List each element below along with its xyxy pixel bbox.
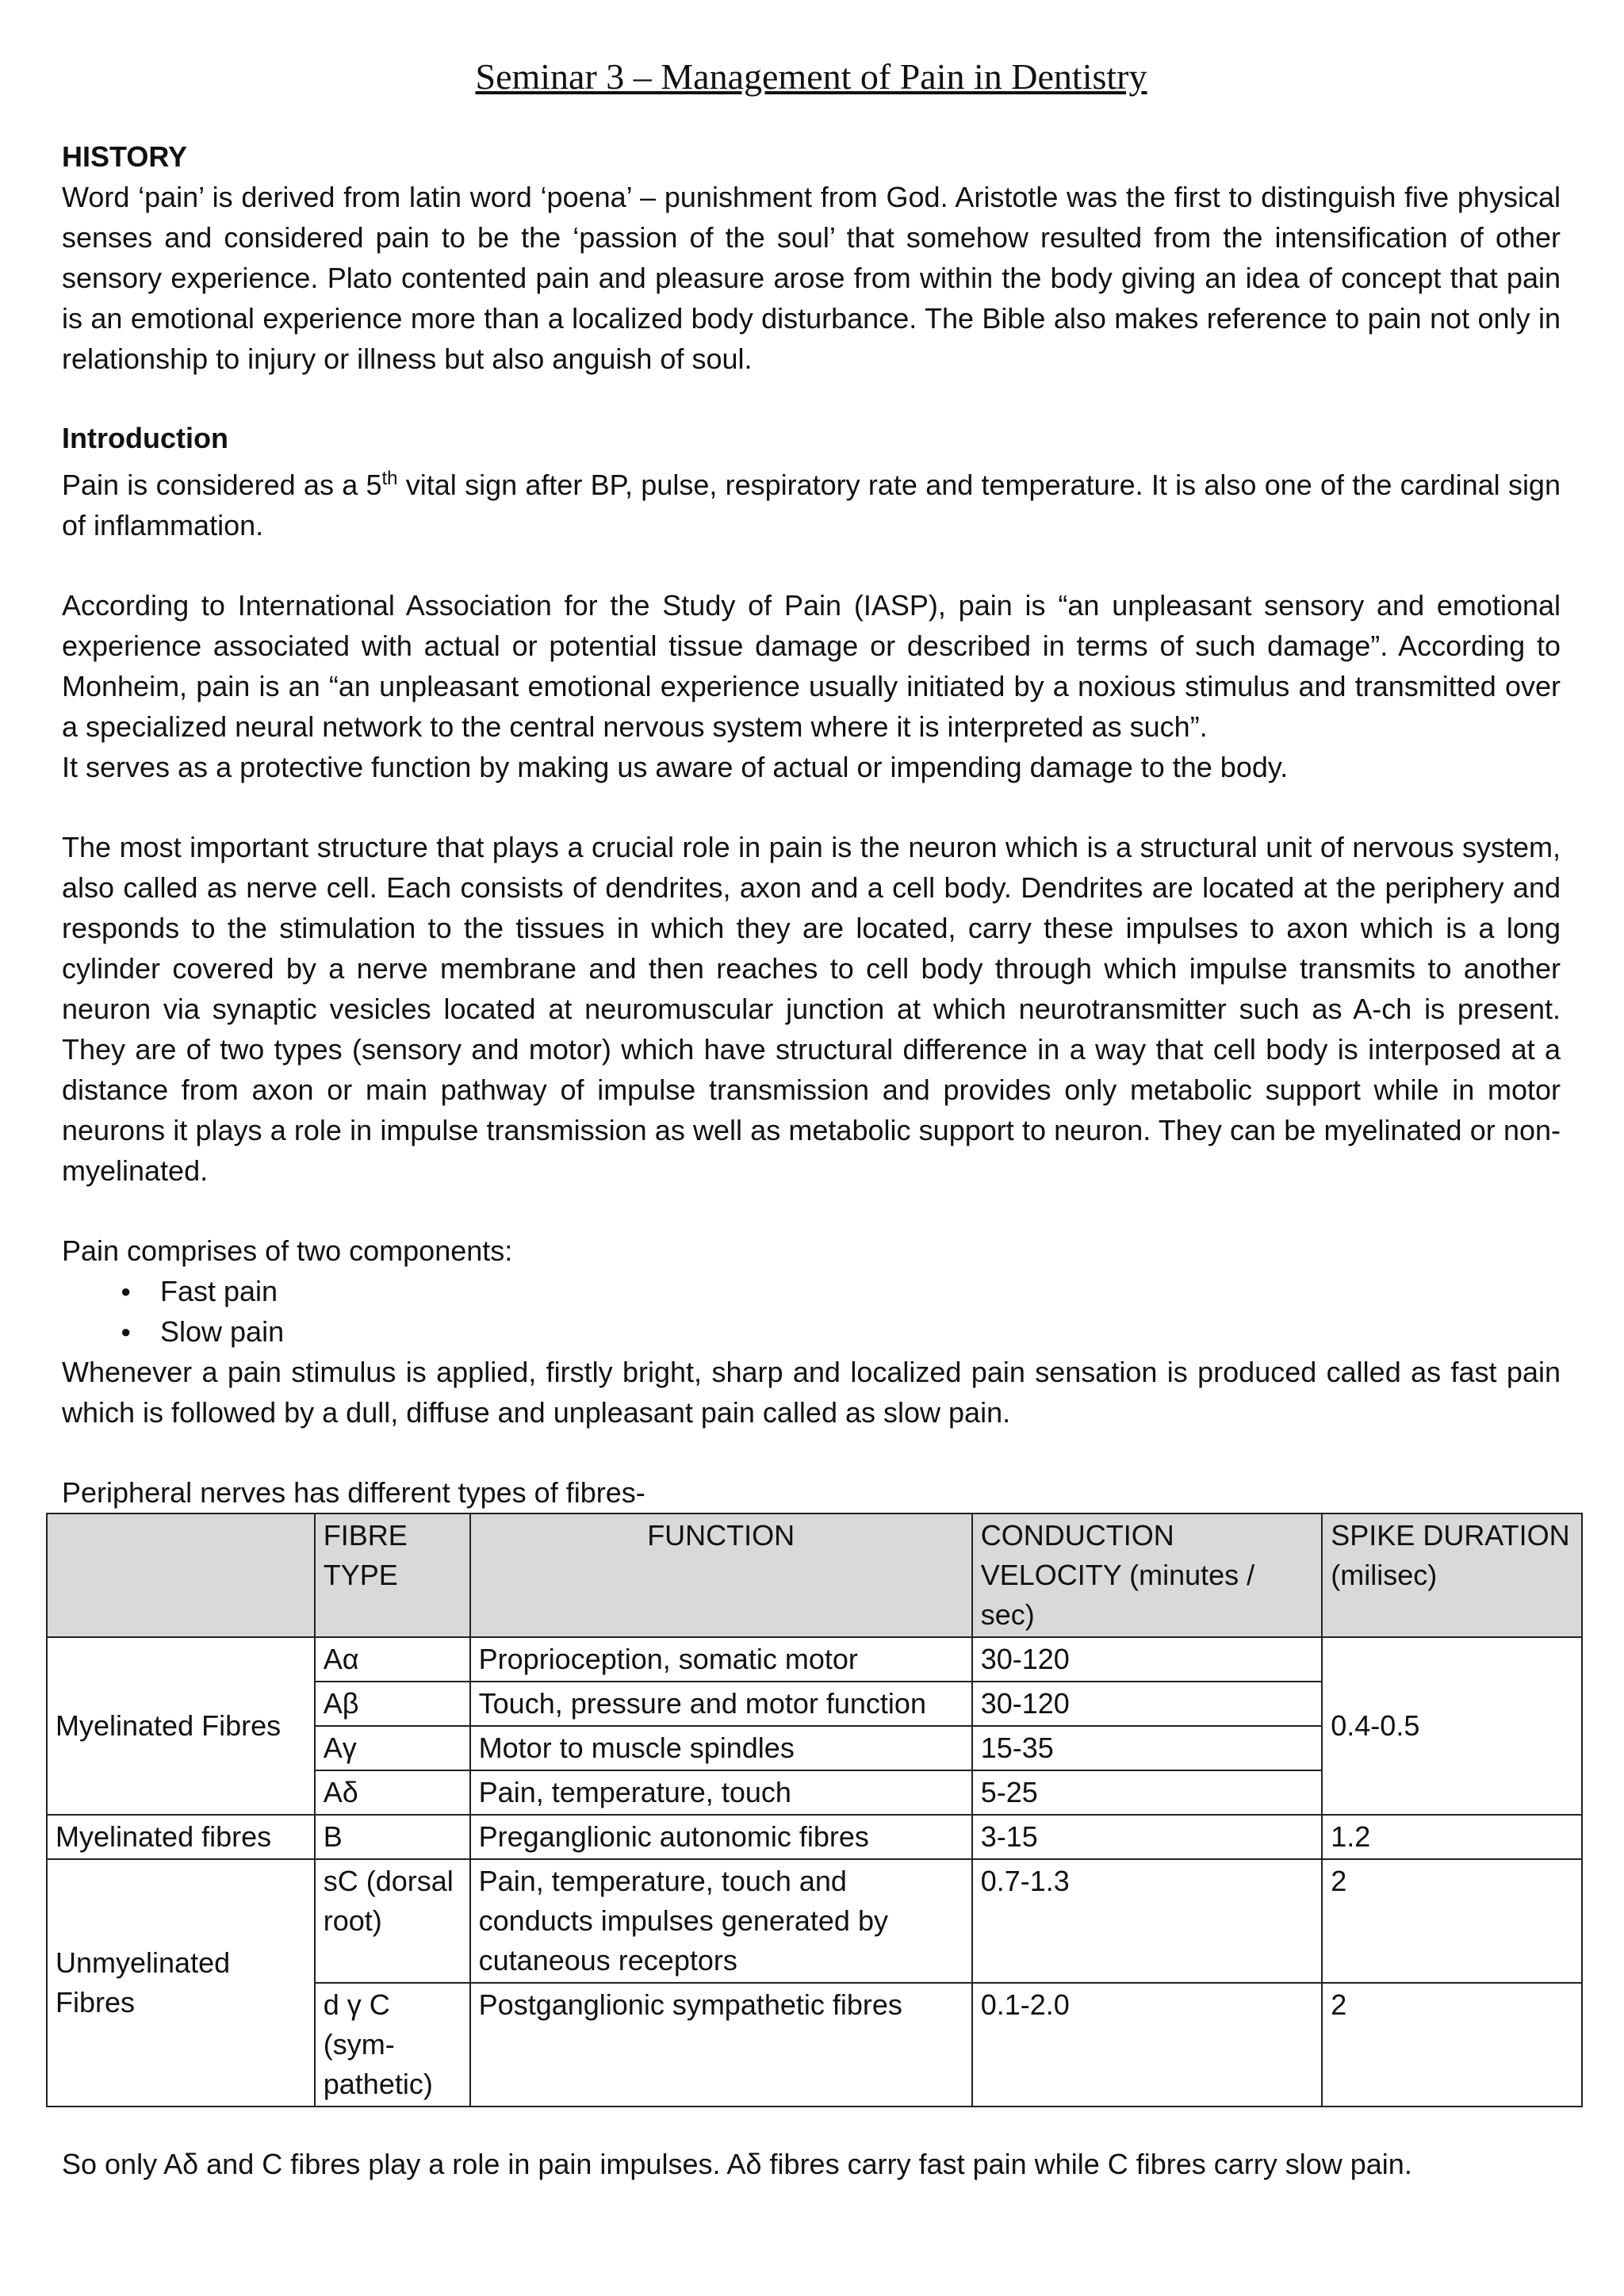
intro-paragraph-1 [62,458,1561,545]
group-unmyelinated: Unmyelinated Fibres [47,1859,315,2107]
header-function: FUNCTION [470,1513,972,1637]
cell-spike-myelinated: 0.4-0.5 [1322,1637,1582,1815]
table-caption: Peripheral nerves has different types of fibres- [62,1476,645,1509]
cell-velocity: 3-15 [972,1815,1323,1859]
intro-paragraph-3: It serves as a protective function by making us aware of actual or impending damage to the body. [62,751,1289,783]
cell-velocity: 0.1-2.0 [972,1983,1323,2107]
cell-velocity: 30-120 [972,1682,1323,1726]
cell-function: Preganglionic autonomic fibres [470,1815,972,1859]
components-description: Whenever a pain stimulus is applied, firstly bright, sharp and localized pain sensation is produced called as fast pain which is followed by a dull, diffuse and unpleasant pain called as slow pain. [62,1356,1561,1429]
table-row [47,1637,1582,1682]
header-velocity: CONDUCTION VELOCITY (minutes / sec) [972,1513,1323,1637]
cell-velocity: 30-120 [972,1637,1323,1682]
cell-type: B [315,1815,470,1859]
cell-velocity: 5-25 [972,1770,1323,1815]
cell-spike: 2 [1322,1983,1582,2107]
cell-type: Aα [315,1637,470,1682]
introduction-heading: Introduction [62,422,228,454]
cell-spike: 1.2 [1322,1815,1582,1859]
cell-type: Aγ [315,1726,470,1770]
header-spike: SPIKE DURATION (milisec) [1322,1513,1582,1637]
cell-type: sC (dorsal root) [315,1859,470,1983]
table-row [47,1815,1582,1859]
conclusion-paragraph: So only Aδ and C fibres play a role in pain impulses. Aδ fibres carry fast pain while C fibres carry slow pain. [62,2148,1412,2180]
intro-paragraph-4: The most important structure that plays a crucial role in pain is the neuron which is a structural unit of nervous system, also called as nerve cell. Each consists of dendrites, axon and a cell body. Dendrites are located at the periphery and responds to the stimulation to the tissues in which they are located, carry these impulses to axon which is a long cylinder covered by a nerve membrane and then reaches to cell body through which impulse transmits to another neuron via synaptic vesicles located at neuromuscular junction at which neurotransmitter such as A-ch is present. They are of two types (sensory and motor) which have structural difference in a way that cell body is interposed at a distance from axon or main pathway of impulse transmission and provides only metabolic support while in motor neurons it plays a role in impulse transmission as well as metabolic support to neuron. They can be myelinated or non-myelinated. [62,831,1561,1187]
list-item: ● Slow pain [62,1311,1561,1352]
fibre-table [46,1513,1583,2107]
cell-velocity: 15-35 [972,1726,1323,1770]
cell-function: Pain, temperature, touch and conducts impulses generated by cutaneous receptors [470,1859,972,1983]
history-paragraph: Word ‘pain’ is derived from latin word ‘poena’ – punishment from God. Aristotle was the first to distinguish five physical senses and considered pain to be the ‘passion of the soul’ that somehow resulted from the intensification of other sensory experience. Plato contented pain and pleasure arose from within the body giving an idea of concept that pain is an emotional experience more than a localized body disturbance. The Bible also makes reference to pain not only in relationship to injury or illness but also anguish of soul. [62,181,1561,375]
cell-type: Aβ [315,1682,470,1726]
cell-function: Motor to muscle spindles [470,1726,972,1770]
cell-function: Postganglionic sympathetic fibres [470,1983,972,2107]
cell-spike: 2 [1322,1859,1582,1983]
cell-function: Touch, pressure and motor function [470,1682,972,1726]
cell-type: d γ C (sym-pathetic) [315,1983,470,2107]
group-myelinated: Myelinated Fibres [47,1637,315,1815]
header-fibre-type: FIBRE TYPE [315,1513,470,1637]
page-title: Seminar 3 – Management of Pain in Dentistry [475,56,1147,97]
table-row [47,1859,1582,1983]
intro-paragraph-2: According to International Association for the Study of Pain (IASP), pain is “an unpleasant sensory and emotional experience associated with actual or potential tissue damage or described in terms of such damage”. According to Monheim, pain is an “an unpleasant emotional experience usually initiated by a noxious stimulus and transmitted over a specialized neural network to the central nervous system where it is interpreted as such”. [62,589,1561,743]
components-intro: Pain comprises of two components: [62,1234,513,1267]
intro-p1-after: vital sign after BP, pulse, respiratory rate and temperature. It is also one of the cardinal sign of inflammation. [62,469,1561,541]
intro-p1-before: Pain is considered as a 5 [62,469,382,501]
components-list [62,1271,1561,1352]
history-heading: HISTORY [62,140,188,173]
cell-velocity: 0.7-1.3 [972,1859,1323,1983]
group-myelinated-b: Myelinated fibres [47,1815,315,1859]
cell-function: Pain, temperature, touch [470,1770,972,1815]
cell-function: Proprioception, somatic motor [470,1637,972,1682]
document-page [56,55,1570,2184]
intro-p1-sup: th [381,468,398,489]
header-blank [47,1513,315,1637]
table-header-row [47,1513,1582,1637]
cell-type: Aδ [315,1770,470,1815]
list-item: ● Fast pain [62,1271,1561,1311]
